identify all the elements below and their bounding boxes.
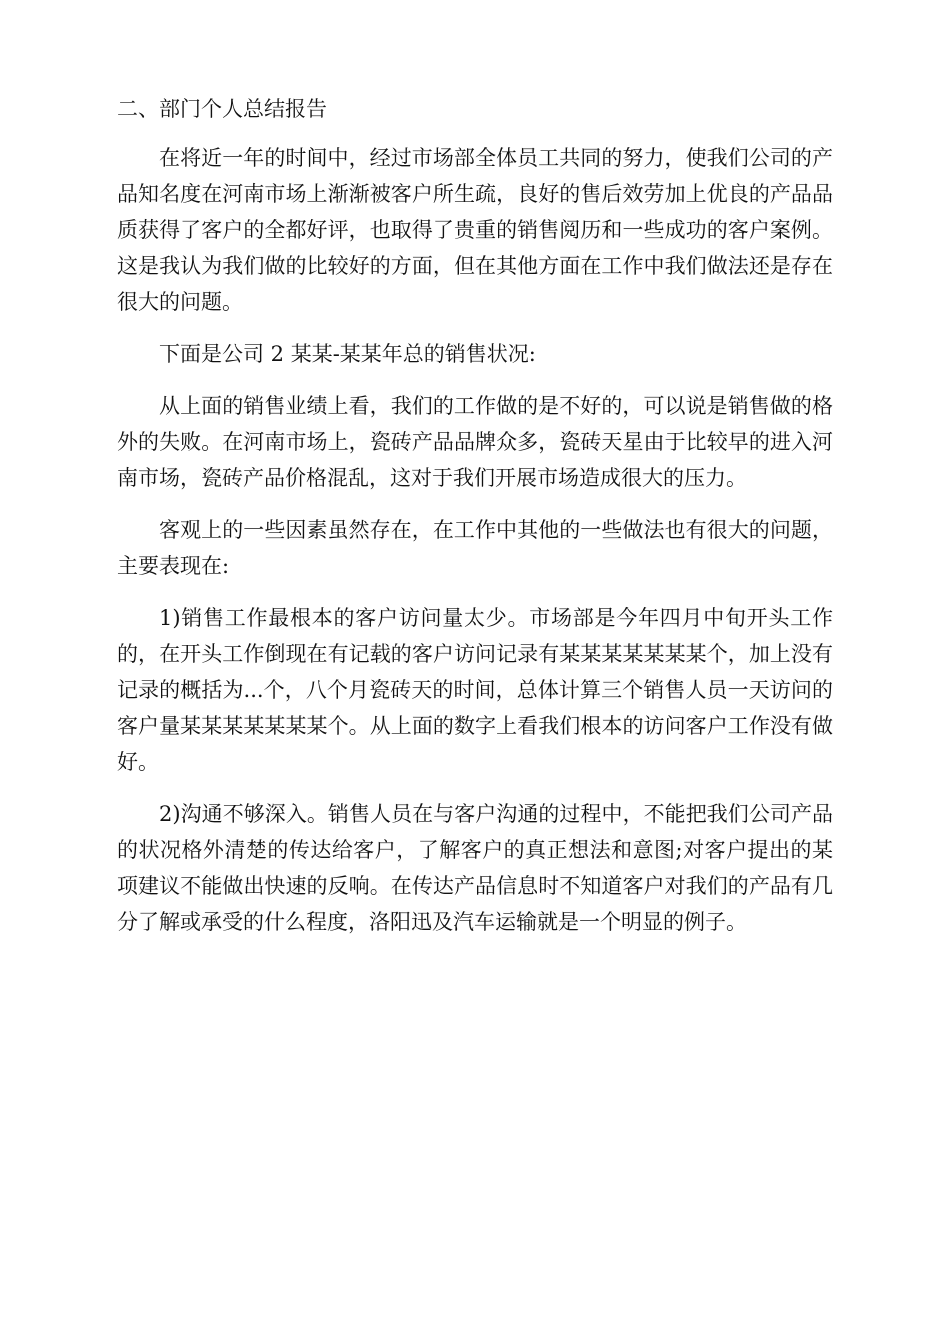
paragraph-point-2: 2)沟通不够深入。销售人员在与客户沟通的过程中，不能把我们公司产品的状况格外清楚的传达给客户，了解客户的真正想法和意图;对客户提出的某项建议不能做出快速的反响。在传达产品信息时不知道客户对我们的产品有几分了解或承受的什么程度，洛阳迅及汽车运输就是一个明显的例子。 xyxy=(117,802,833,934)
section-heading: 二、部门个人总结报告 xyxy=(117,97,327,121)
paragraph-point-1: 1)销售工作最根本的客户访问量太少。市场部是今年四月中旬开头工作的，在开头工作倒现在有记载的客户访问记录有某某某某某某某个，加上没有记录的概括为...个，八个月瓷砖天的时间，总体计算三个销售人员一天访问的客户量某某某某某某某个。从上面的数字上看我们根本的访问客户工作没有做好。 xyxy=(117,606,833,774)
paragraph-intro: 在将近一年的时间中，经过市场部全体员工共同的努力，使我们公司的产品知名度在河南市场上渐渐被客户所生疏，良好的售后效劳加上优良的产品品质获得了客户的全都好评，也取得了贵重的销售阅历和一些成功的客户案例。这是我认为我们做的比较好的方面，但在其他方面在工作中我们做法还是存在很大的问题。 xyxy=(117,146,833,314)
paragraph-problems: 客观上的一些因素虽然存在，在工作中其他的一些做法也有很大的问题，主要表现在: xyxy=(117,518,833,578)
paragraph-performance: 从上面的销售业绩上看，我们的工作做的是不好的，可以说是销售做的格外的失败。在河南市场上，瓷砖产品品牌众多，瓷砖天星由于比较早的进入河南市场，瓷砖产品价格混乱，这对于我们开展市场造成很大的压力。 xyxy=(117,394,833,490)
paragraph-sales-status: 下面是公司 2 某某-某某年总的销售状况: xyxy=(159,342,536,366)
document-body xyxy=(117,94,833,956)
